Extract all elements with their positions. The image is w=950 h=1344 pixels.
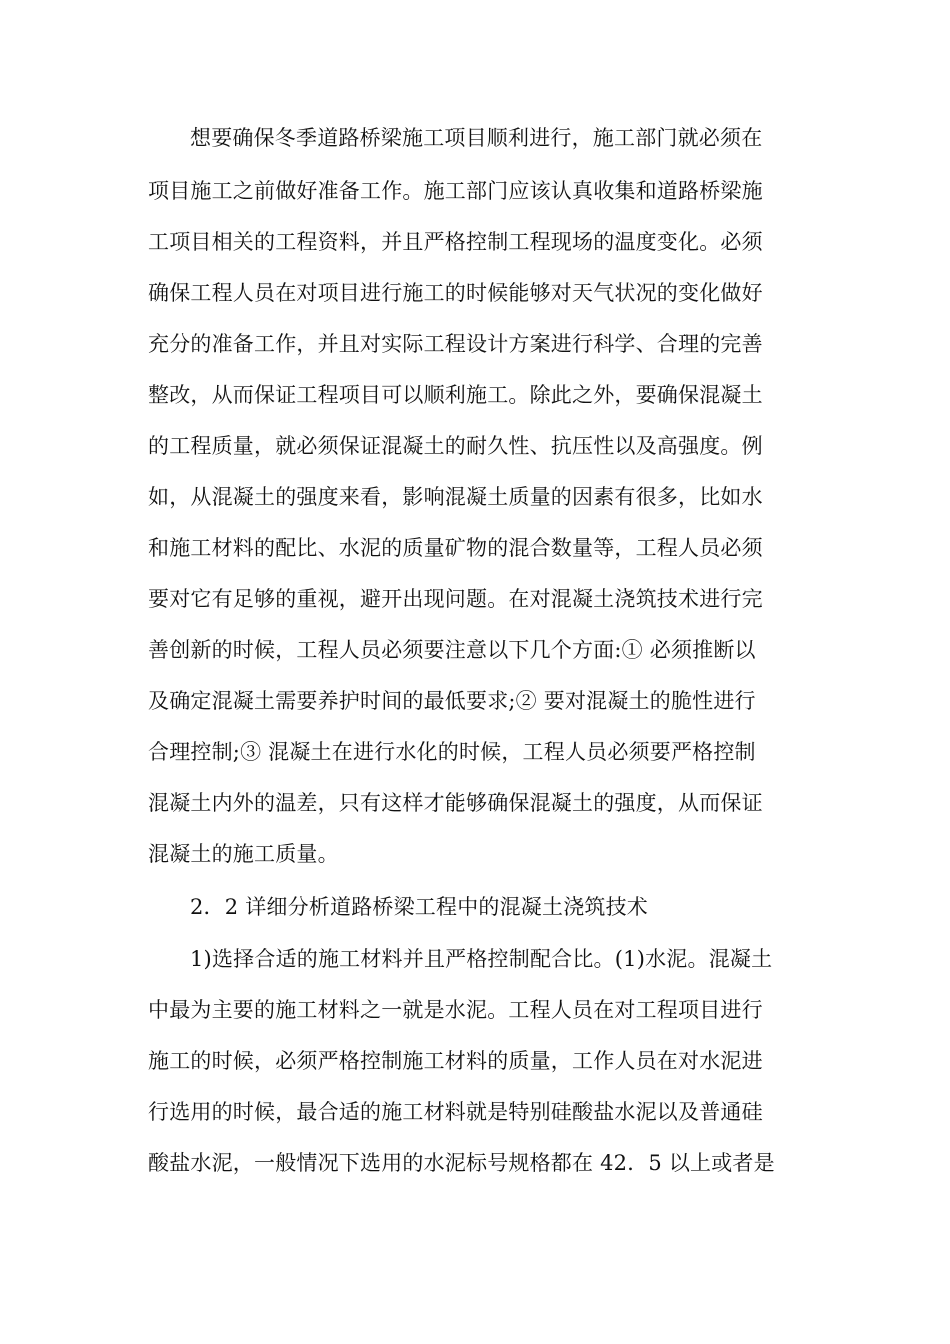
section-heading: 2．2 详细分析道路桥梁工程中的混凝土浇筑技术: [190, 895, 648, 919]
paragraph-line: 整改，从而保证工程项目可以顺利施工。除此之外，要确保混凝土: [148, 383, 763, 407]
paragraph-line: 如，从混凝土的强度来看，影响混凝土质量的因素有很多，比如水: [148, 485, 763, 509]
paragraph-line: 充分的准备工作，并且对实际工程设计方案进行科学、合理的完善: [148, 332, 763, 356]
paragraph-line: 中最为主要的施工材料之一就是水泥。工程人员在对工程项目进行: [148, 998, 763, 1022]
paragraph-line: 和施工材料的配比、水泥的质量矿物的混合数量等，工程人员必须: [148, 536, 763, 560]
paragraph-line: 行选用的时候，最合适的施工材料就是特别硅酸盐水泥以及普通硅: [148, 1100, 763, 1124]
paragraph-line: 1)选择合适的施工材料并且严格控制配合比。(1)水泥。混凝土: [190, 947, 773, 971]
paragraph-line: 确保工程人员在对项目进行施工的时候能够对天气状况的变化做好: [148, 281, 763, 305]
paragraph-line: 项目施工之前做好准备工作。施工部门应该认真收集和道路桥梁施: [148, 179, 763, 203]
paragraph-line: 工项目相关的工程资料，并且严格控制工程现场的温度变化。必须: [148, 230, 763, 254]
paragraph-line: 施工的时候，必须严格控制施工材料的质量，工作人员在对水泥进: [148, 1049, 763, 1073]
paragraph-line: 及确定混凝土需要养护时间的最低要求;② 要对混凝土的脆性进行: [148, 689, 756, 713]
paragraph-line: 混凝土的施工质量。: [148, 842, 339, 866]
paragraph-line: 酸盐水泥，一般情况下选用的水泥标号规格都在 42．5 以上或者是: [148, 1151, 775, 1175]
paragraph-line: 混凝土内外的温差，只有这样才能够确保混凝土的强度，从而保证: [148, 791, 763, 815]
paragraph-line: 想要确保冬季道路桥梁施工项目顺利进行，施工部门就必须在: [190, 126, 763, 150]
paragraph-line: 要对它有足够的重视，避开出现问题。在对混凝土浇筑技术进行完: [148, 587, 763, 611]
paragraph-line: 的工程质量，就必须保证混凝土的耐久性、抗压性以及高强度。例: [148, 434, 763, 458]
paragraph-line: 合理控制;③ 混凝土在进行水化的时候，工程人员必须要严格控制: [148, 740, 756, 764]
paragraph-line: 善创新的时候，工程人员必须要注意以下几个方面:① 必须推断以: [148, 638, 756, 662]
